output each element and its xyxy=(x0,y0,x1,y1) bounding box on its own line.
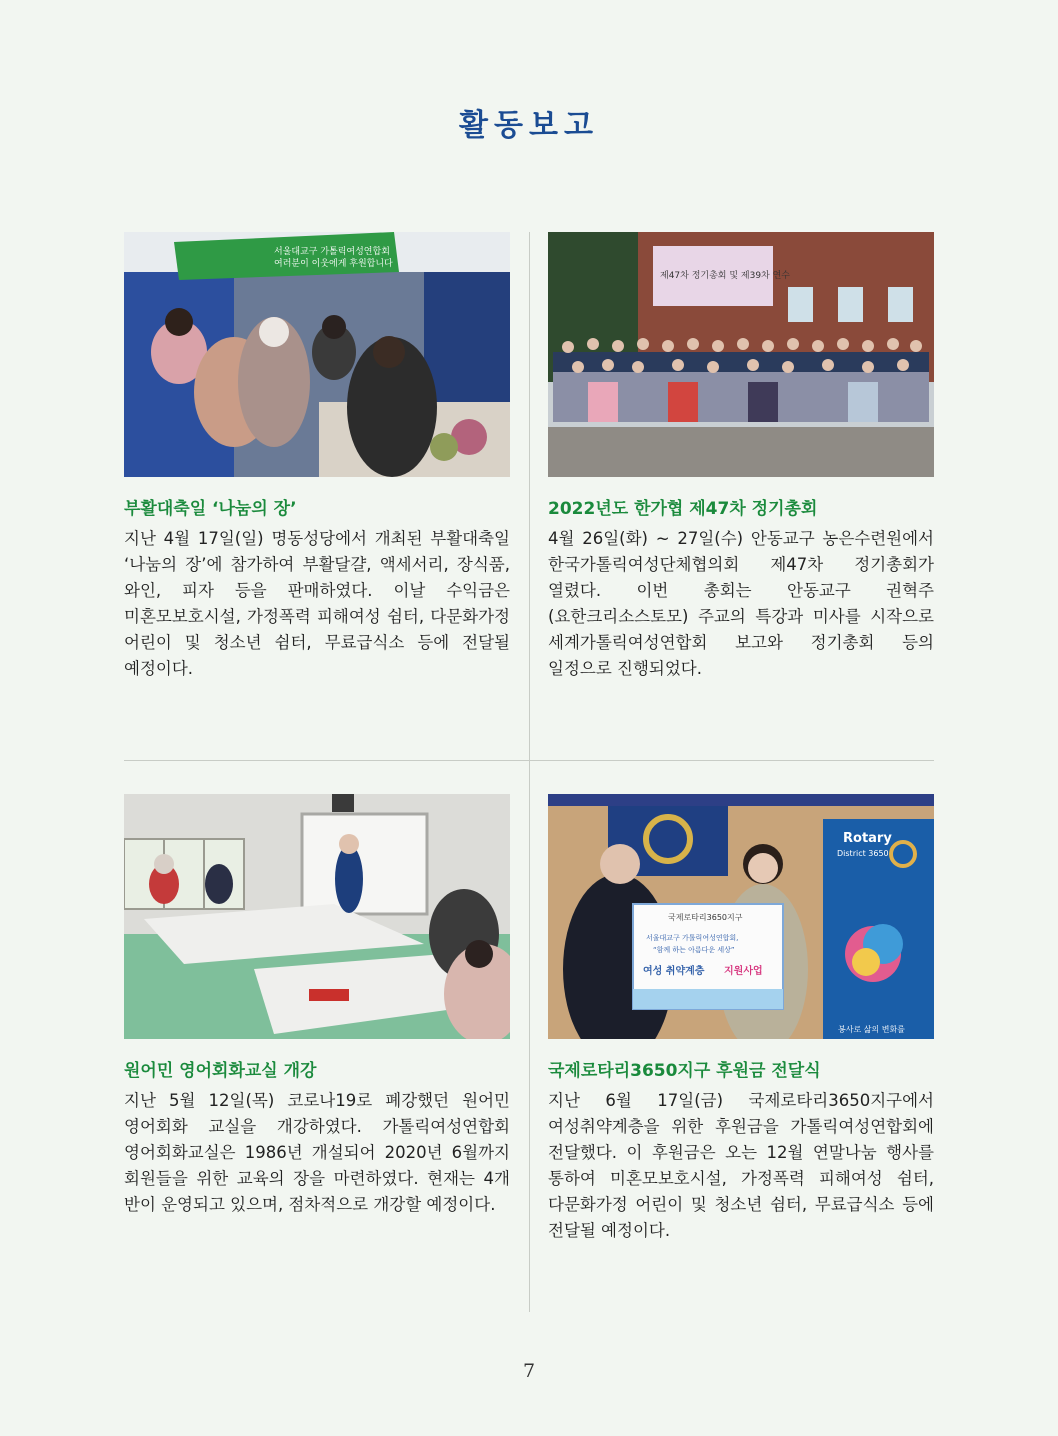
article-rotary-donation xyxy=(548,794,934,1244)
booth-banner-line1: 서울대교구 가톨릭여성연합회 xyxy=(274,247,390,257)
board-main-a: 여성 취약계층 xyxy=(643,966,705,977)
article-headline: 부활대축일 ‘나눔의 장’ xyxy=(124,499,297,519)
article-general-assembly xyxy=(548,232,934,682)
row-divider xyxy=(124,760,934,761)
page-number: 7 xyxy=(522,1360,536,1382)
photo-rotary-ceremony xyxy=(548,794,934,1039)
column-divider xyxy=(529,232,530,1312)
board-main-b: 지원사업 xyxy=(724,966,763,977)
photo-english-classroom xyxy=(124,794,510,1039)
rotary-banner-brand: Rotary xyxy=(843,831,892,846)
booth-banner-line2: 여러분이 이웃에게 후원합니다 xyxy=(274,259,393,269)
article-body: 지난 6월 17일(금) 국제로타리3650지구에서 여성취약계층을 위한 후원금을 가톨릭여성연합회에 전달했다. 이 후원금은 오는 12월 연말나눔 행사를 통하여 미혼모보호시설, 가정폭력 피해여성 쉼터, 다문화가정 어린이 및 청소년 쉼터, 무료급식소 등에 전달될 예정이다. xyxy=(548,1091,934,1240)
article-english-class xyxy=(124,794,510,1218)
article-body: 지난 5월 12일(목) 코로나19로 폐강했던 원어민 영어회화 교실을 개강하였다. 가톨릭여성연합회 영어회화교실은 1986년 개설되어 2020년 6월까지 회원들을 위한 교육의 장을 마련하였다. 현재는 4개 반이 운영되고 있으며, 점차적으로 개강할 예정이다. xyxy=(124,1091,510,1214)
photo-group-assembly xyxy=(548,232,934,477)
article-body: 4월 26일(화) ~ 27일(수) 안동교구 농은수련원에서 한국가톨릭여성단체협의회 제47차 정기총회가 열렸다. 이번 총회는 안동교구 권혁주(요한크리소스토모) 주교의 특강과 미사를 시작으로 세계가톨릭여성연합회 보고와 정기총회 등의 일정으로 진행되었다. xyxy=(548,529,934,678)
board-line2: “함께 하는 아름다운 세상” xyxy=(653,946,735,954)
article-headline: 원어민 영어회화교실 개강 xyxy=(124,1061,317,1081)
rotary-banner-slogan: 봉사로 삶의 변화를 xyxy=(838,1025,905,1034)
board-line1: 서울대교구 가톨릭여성연합회, xyxy=(646,934,739,942)
page-title: 활동보고 xyxy=(459,108,599,143)
board-header: 국제로타리3650지구 xyxy=(668,913,743,922)
article-body: 지난 4월 17일(일) 명동성당에서 개최된 부활대축일 ‘나눔의 장’에 참가하여 부활달걀, 액세서리, 장식품, 와인, 피자 등을 판매하였다. 이날 수익금은 미혼모보호시설, 가정폭력 피해여성 쉼터, 다문화가정 어린이 및 청소년 쉼터, 무료급식소 등에 전달될 예정이다. xyxy=(124,529,510,678)
article-headline: 2022년도 한가협 제47차 정기총회 xyxy=(548,499,818,519)
assembly-banner: 제47차 정기총회 및 제39차 연수 xyxy=(660,271,790,281)
photo-easter-booth xyxy=(124,232,510,477)
rotary-banner-district: District 3650 xyxy=(837,849,889,858)
article-easter-sharing xyxy=(124,232,510,682)
article-headline: 국제로타리3650지구 후원금 전달식 xyxy=(548,1061,821,1081)
